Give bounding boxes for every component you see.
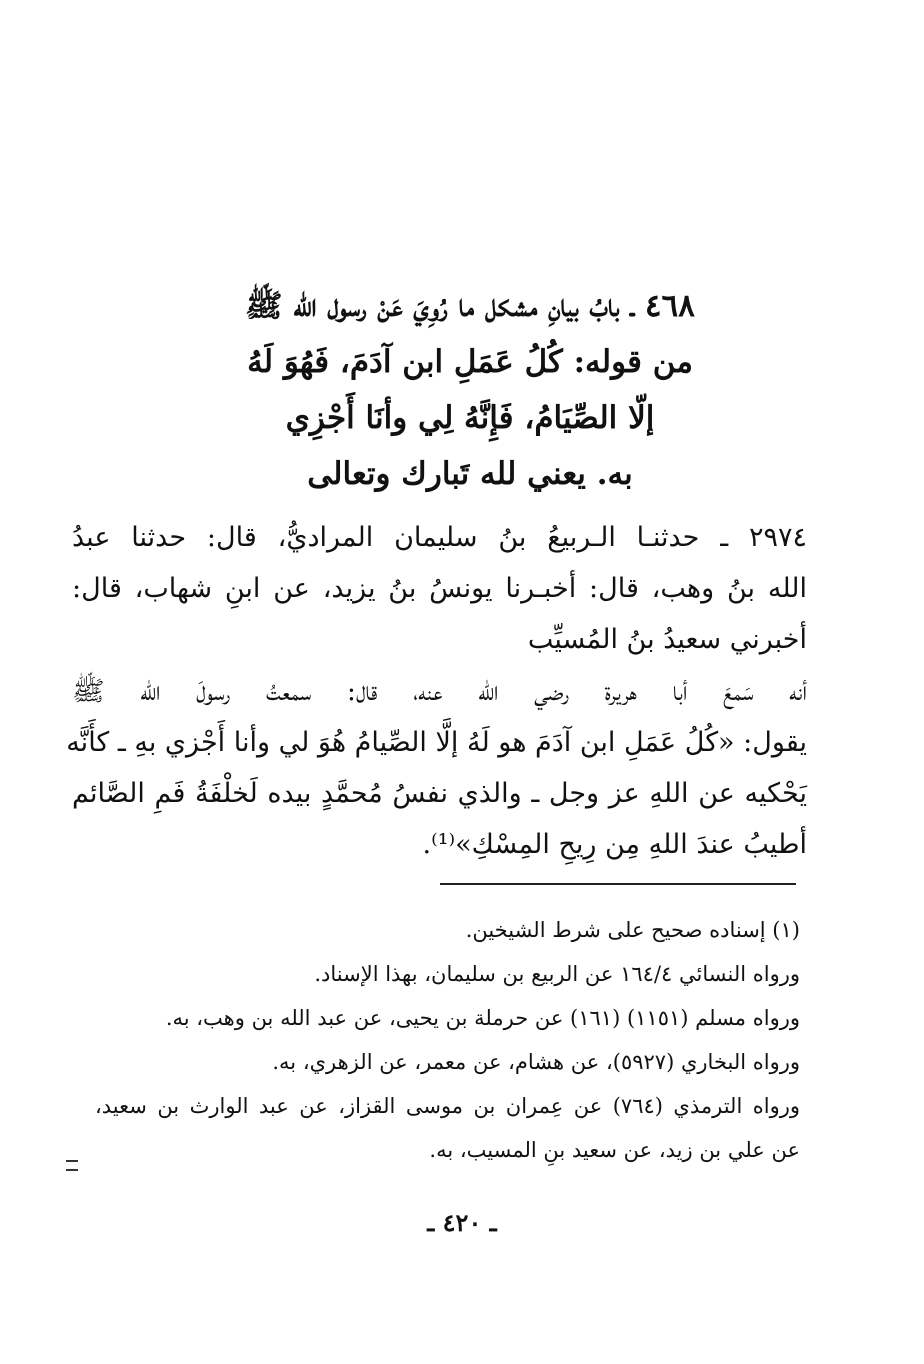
isnad-line: الله بنُ وهب، قال: أخبـرنا يونسُ بنُ يزيد، عن ابنِ شهاب، قال:: [72, 573, 807, 604]
footnote-line: (١) إسناده صحيح على شرط الشيخين.: [465, 918, 800, 942]
heading-line: ٤٦٨ ـ بابُ بيانِ مشكل ما رُوِيَ عَنْ رسول الله ﷺ: [245, 288, 695, 324]
footnote-line: ورواه البخاري (٥٩٢٧)، عن هشام، عن معمر، عن الزهري، به.: [272, 1050, 800, 1074]
hadith-isnad: [72, 512, 807, 665]
hadith-matn: [66, 666, 807, 870]
footnote-line: ورواه مسلم (١١٥١) (١٦١) عن حرملة بن يحيى، عن عبد الله بن وهب، به.: [165, 1006, 800, 1030]
footnote-separator: [440, 883, 796, 885]
footnote-line: ورواه النسائي ١٦٤/٤ عن الربيع بن سليمان، بهذا الإسناد.: [314, 962, 800, 986]
heading-line: به. يعني لله تَبارك وتعالى: [307, 456, 633, 492]
chapter-heading: [120, 278, 820, 502]
isnad-line: أخبرني سعيدُ بنُ المُسيِّب: [527, 624, 807, 655]
page-number: ـ ٤٢٠ ـ: [427, 1208, 497, 1237]
isnad-line: ٢٩٧٤ ـ حدثنـا الـربيعُ بنُ سليمان المراديُّ، قال: حدثنا عبدُ: [72, 522, 807, 553]
matn-line: أطيبُ عندَ اللهِ مِن رِيحِ المِسْكِ»⁽¹⁾.: [422, 829, 807, 860]
continuation-mark: [66, 1160, 78, 1171]
footnotes: [95, 908, 800, 1172]
matn-line: يَحْكيه عن اللهِ عز وجل ـ والذي نفسُ مُحمَّدٍ بيده لَخلْفَةُ فَمِ الصَّائم: [72, 778, 807, 809]
footnote-line: ورواه الترمذي (٧٦٤) عن عِمران بن موسى القزاز، عن عبد الوارث بن سعيد،: [95, 1094, 800, 1118]
heading-line: إلّا الصِّيَامُ، فَإِنَّهُ لِي وأنَا أَجْزِي: [285, 400, 655, 436]
footnote-line: عن علي بن زيد، عن سعيد بنِ المسيب، به.: [429, 1138, 800, 1162]
heading-line: من قوله: كُلُ عَمَلِ ابن آدَمَ، فَهُوَ لَهُ: [247, 344, 693, 380]
matn-line: يقول: «كُلُ عَمَلِ ابن آدَمَ هو لَهُ إلَّا الصِّيامُ هُوَ لي وأنا أَجْزي بهِ ـ كأَنَّه: [66, 727, 807, 758]
matn-line: أنه سَمعَ أبا هريرة رضي الله عنه، قال: سمعتُ رسولَ الله ﷺ: [72, 676, 807, 707]
